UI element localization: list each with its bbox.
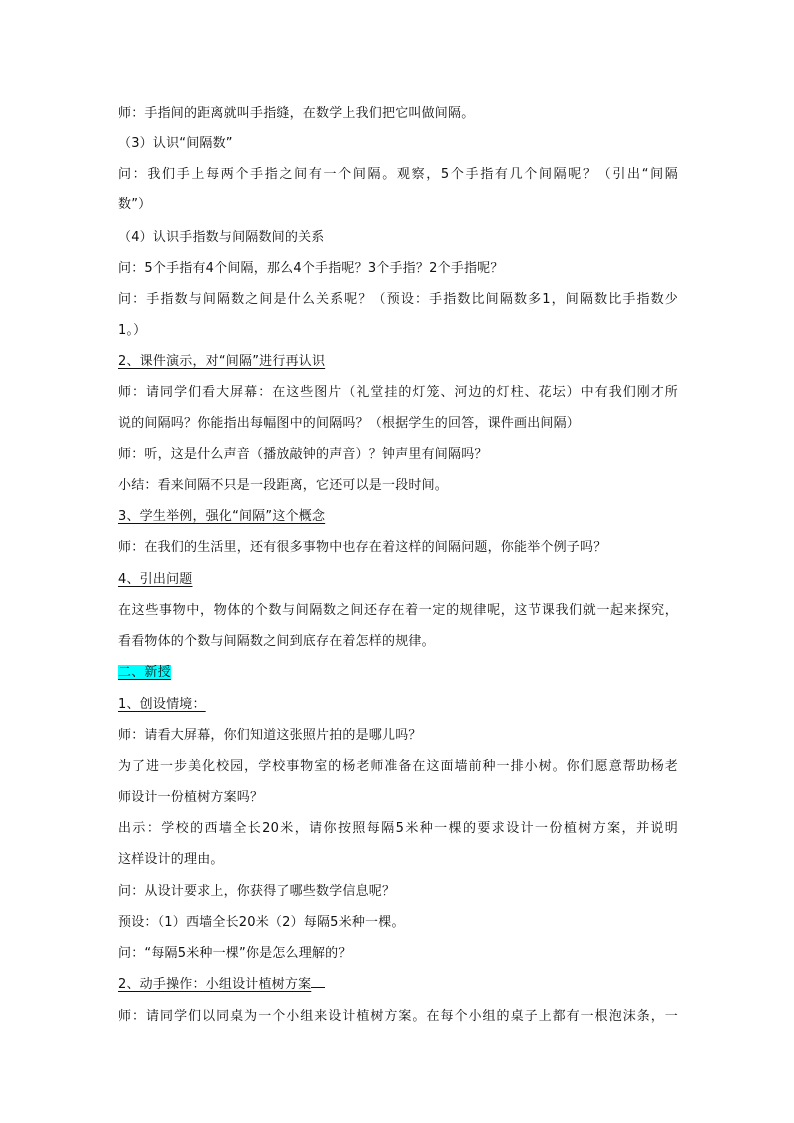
section-heading: （3）认识“间隔数” [118,136,233,151]
paragraph-line: 师：听，这是什么声音（播放敲钟的声音）？钟声里有间隔吗？ [118,447,488,462]
heading-text: 2、动手操作：小组设计植树方案 [118,977,312,992]
paragraph-line: 这样设计的理由。 [118,852,224,867]
paragraph-line: 师：请同学们看大屏幕：在这些图片（礼堂挂的灯笼、河边的灯柱、花坛）中有我们刚才所 [118,385,678,400]
paragraph-line: 看看物体的个数与间隔数之间到底存在着怎样的规律。 [118,634,435,649]
paragraph-line: 说的间隔吗？你能指出每幅图中的间隔吗？（根据学生的回答，课件画出间隔） [118,416,581,431]
paragraph-line: 1。） [118,323,147,338]
paragraph-line: 师：请看大屏幕，你们知道这张照片拍的是哪儿吗？ [118,728,422,743]
paragraph-line: 为了进一步美化校园，学校事物室的杨老师准备在这面墙前种一排小树。你们愿意帮助杨老 [118,759,678,774]
section-heading-underlined: 2、课件演示，对“间隔”进行再认识 [118,354,326,369]
paragraph-line: 问：手指数与间隔数之间是什么关系呢？（预设：手指数比间隔数多1，间隔数比手指数少 [118,292,678,307]
paragraph-line: 问：5个手指有4个间隔，那么4个手指呢？3个手指？2个手指呢？ [118,261,504,276]
main-section-heading [118,665,171,681]
section-heading-underlined [118,977,325,993]
section-heading-underlined: 1、创设情境： [118,697,206,712]
highlighted-heading-text: 二、新授 [118,665,171,680]
paragraph-line: 问：从设计要求上，你获得了哪些数学信息呢？ [118,884,396,899]
paragraph-line: 师：手指间的距离就叫手指缝，在数学上我们把它叫做间隔。 [118,106,475,121]
underline-trail [311,986,325,988]
paragraph-line: 问：“每隔5米种一棵”你是怎么理解的？ [118,946,352,961]
summary-line: 小结：看来间隔不只是一段距离，它还可以是一段时间。 [118,478,449,493]
paragraph-line: 师：请同学们以同桌为一个小组来设计植树方案。在每个小组的桌子上都有一根泡沫条，一 [118,1009,678,1024]
section-heading-underlined: 3、学生举例，强化“间隔”这个概念 [118,509,326,524]
paragraph-line: 问：我们手上每两个手指之间有一个间隔。观察，5个手指有几个间隔呢？（引出“间隔 [118,167,678,182]
paragraph-line: 出示：学校的西墙全长20米，请你按照每隔5米种一棵的要求设计一份植树方案，并说明 [118,821,678,836]
paragraph-line: 预设：（1）西墙全长20米（2）每隔5米种一棵。 [118,915,405,930]
paragraph-line: 师：在我们的生活里，还有很多事物中也存在着这样的间隔问题，你能举个例子吗？ [118,540,607,555]
paragraph-line: 师设计一份植树方案吗？ [118,790,264,805]
section-heading: （4）认识手指数与间隔数间的关系 [118,230,325,245]
paragraph-line: 在这些事物中，物体的个数与间隔数之间还存在着一定的规律呢，这节课我们就一起来探究， [118,603,678,618]
section-heading-underlined: 4、引出问题 [118,572,193,587]
paragraph-line: 数”） [118,197,152,212]
